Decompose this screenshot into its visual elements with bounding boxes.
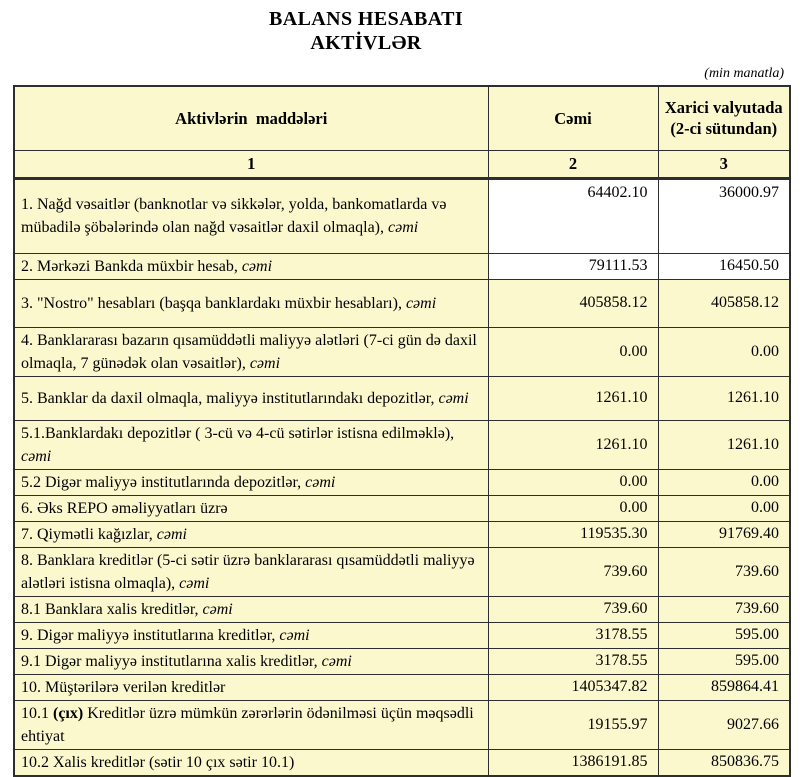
- table-row: [14, 622, 790, 648]
- table-header: [14, 86, 790, 178]
- row-label: [14, 521, 488, 547]
- row-label: [14, 376, 488, 420]
- col-header-foreign-currency: Xarici valyutada (2-ci sütundan): [658, 86, 790, 150]
- total-value-cell: 19155.97: [488, 700, 658, 749]
- foreign-currency-value-cell: 1261.10: [658, 376, 790, 420]
- table-row: [14, 178, 790, 253]
- row-label: [14, 674, 488, 700]
- row-label: [14, 547, 488, 596]
- table-row: [14, 420, 790, 469]
- row-label: [14, 700, 488, 749]
- total-value-cell: 739.60: [488, 596, 658, 622]
- row-label-segment: 3. "Nostro" hesabları (başqa banklardakı müxbir hesabları),: [21, 294, 406, 312]
- row-label-segment: 9.1 Digər maliyyə institutlarına xalis kreditlər,: [21, 652, 322, 670]
- foreign-currency-value-cell: 739.60: [658, 547, 790, 596]
- row-label-segment: 7. Qiymətli kağızlar,: [21, 525, 157, 543]
- total-value-cell: 739.60: [488, 547, 658, 596]
- row-label-segment: cəmi: [279, 626, 310, 644]
- foreign-currency-value-cell: 595.00: [658, 622, 790, 648]
- total-value-cell: 1386191.85: [488, 749, 658, 776]
- row-label: [14, 469, 488, 495]
- row-label-segment: cəmi: [388, 219, 419, 236]
- row-label-segment: 5. Banklar da daxil olmaqla, maliyyə institutlarındakı depozitlər,: [21, 389, 439, 407]
- row-label-segment: 4. Banklararası bazarın qısamüddətli maliyyə alətləri (7-ci gün də daxil olmaqla, 7 günədək olan vəsaitlər),: [21, 331, 477, 372]
- col-number-3: 3: [658, 150, 790, 178]
- table-row: [14, 495, 790, 521]
- page-title: [0, 0, 732, 55]
- total-value-cell: 405858.12: [488, 279, 658, 327]
- row-label-segment: 8.1 Banklara xalis kreditlər,: [21, 600, 203, 618]
- row-label-segment: cəmi: [241, 257, 273, 275]
- row-label: [14, 495, 488, 521]
- foreign-currency-value-cell: 405858.12: [658, 279, 790, 327]
- total-value-cell: 3178.55: [488, 648, 658, 674]
- foreign-currency-value-cell: 0.00: [658, 495, 790, 521]
- foreign-currency-value-cell: 595.00: [658, 648, 790, 674]
- row-label-segment: 8. Banklara kreditlər (5-ci sətir üzrə banklararası qısamüddətli maliyyə alətləri istisna olmaqla),: [21, 551, 475, 592]
- table-row: [14, 521, 790, 547]
- row-label-segment: (çıx): [53, 704, 84, 722]
- col-number-1: 1: [14, 150, 488, 178]
- foreign-currency-value-cell: 91769.40: [658, 521, 790, 547]
- total-value-cell: 79111.53: [488, 253, 658, 279]
- foreign-currency-value-cell: 36000.97: [658, 178, 790, 253]
- row-label: [14, 749, 488, 776]
- row-label-segment: cəmi: [179, 574, 210, 592]
- row-label-segment: 10. Müştərilərə verilən kreditlər: [21, 678, 226, 696]
- row-label-segment: 10.1: [21, 704, 53, 722]
- table-row: [14, 279, 790, 327]
- row-label-segment: cəmi: [405, 294, 437, 312]
- foreign-currency-value-cell: 859864.41: [658, 674, 790, 700]
- row-label: [14, 420, 488, 469]
- row-label-segment: 5.1.Banklardakı depozitlər ( 3-cü və 4-cü sətirlər istisna edilməklə),: [21, 424, 455, 442]
- row-label: [14, 327, 488, 376]
- table-row: [14, 376, 790, 420]
- row-label-segment: Kreditlər üzrə mümkün zərərlərin ödənilməsi üçün məqsədli ehtiyat: [21, 704, 474, 745]
- col-header-total: Cəmi: [488, 86, 658, 150]
- table-row: [14, 674, 790, 700]
- row-label-segment: cəmi: [305, 473, 336, 491]
- column-numbers-row: [14, 150, 790, 178]
- foreign-currency-value-cell: 0.00: [658, 327, 790, 376]
- total-value-cell: 0.00: [488, 469, 658, 495]
- row-label-segment: cəmi: [321, 652, 352, 670]
- row-label-segment: 1. Nağd vəsaitlər (banknotlar və sikkələr, yolda, bankomatlarda və mübadilə şöbələrində olan nağd vəsaitlər daxil olmaqla),: [21, 196, 447, 236]
- row-label-segment: 6. Əks REPO əməliyyatları üzrə: [21, 499, 228, 517]
- row-label: [14, 279, 488, 327]
- total-value-cell: 0.00: [488, 327, 658, 376]
- table-row: [14, 749, 790, 776]
- foreign-currency-value-cell: 0.00: [658, 469, 790, 495]
- col-number-2: 2: [488, 150, 658, 178]
- unit-note: (min manatla): [704, 66, 784, 81]
- row-label: [14, 178, 488, 253]
- foreign-currency-value-cell: 850836.75: [658, 749, 790, 776]
- col-header-items: Aktivlərin maddələri: [14, 86, 488, 150]
- total-value-cell: 64402.10: [488, 178, 658, 253]
- table-row: [14, 596, 790, 622]
- row-label-segment: cəmi: [249, 354, 281, 372]
- row-label-segment: cəmi: [21, 447, 52, 465]
- total-value-cell: 1405347.82: [488, 674, 658, 700]
- table-body: [14, 178, 790, 776]
- column-titles-row: [14, 86, 790, 150]
- foreign-currency-value-cell: 16450.50: [658, 253, 790, 279]
- row-label-segment: 2. Mərkəzi Bankda müxbir hesab,: [21, 257, 242, 275]
- row-label-segment: cəmi: [156, 525, 187, 543]
- row-label-segment: cəmi: [202, 600, 233, 618]
- table-row: [14, 469, 790, 495]
- row-label-segment: 9. Digər maliyyə institutlarına kreditlər,: [21, 626, 280, 644]
- total-value-cell: 0.00: [488, 495, 658, 521]
- total-value-cell: 3178.55: [488, 622, 658, 648]
- foreign-currency-value-cell: 9027.66: [658, 700, 790, 749]
- table-row: [14, 700, 790, 749]
- report-title-line2: AKTİVLƏR: [310, 32, 422, 54]
- table-row: [14, 253, 790, 279]
- report-title-line1: BALANS HESABATI: [268, 8, 464, 30]
- assets-table: [13, 85, 791, 777]
- table-row: [14, 327, 790, 376]
- total-value-cell: 1261.10: [488, 376, 658, 420]
- row-label-segment: 10.2 Xalis kreditlər (sətir 10 çıx sətir 10.1): [21, 753, 295, 771]
- foreign-currency-value-cell: 1261.10: [658, 420, 790, 469]
- row-label: [14, 622, 488, 648]
- row-label: [14, 648, 488, 674]
- row-label-segment: 5.2 Digər maliyyə institutlarında depozitlər,: [21, 473, 306, 491]
- table-row: [14, 648, 790, 674]
- table-row: [14, 547, 790, 596]
- foreign-currency-value-cell: 739.60: [658, 596, 790, 622]
- row-label: [14, 253, 488, 279]
- row-label-segment: cəmi: [438, 389, 469, 407]
- total-value-cell: 119535.30: [488, 521, 658, 547]
- total-value-cell: 1261.10: [488, 420, 658, 469]
- row-label: [14, 596, 488, 622]
